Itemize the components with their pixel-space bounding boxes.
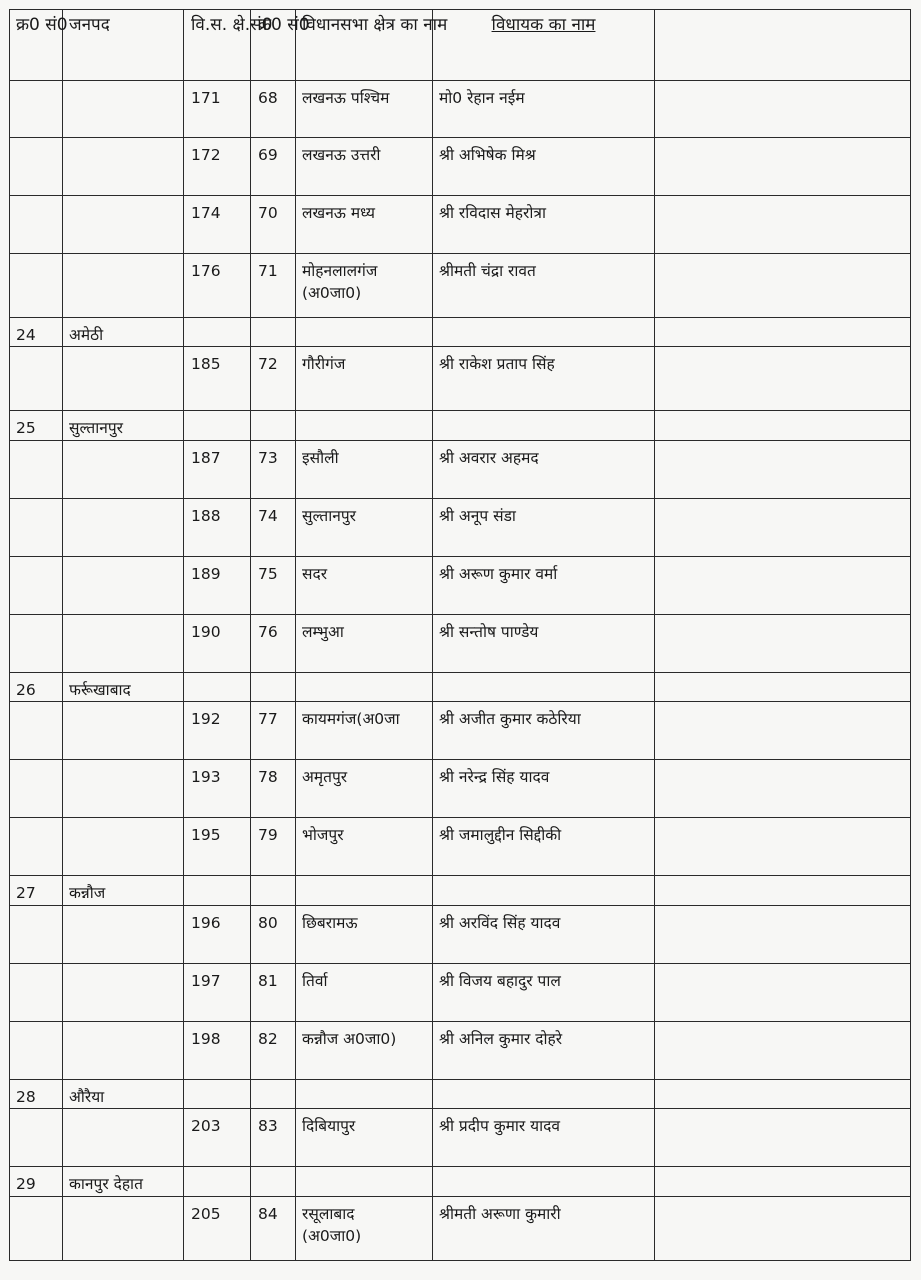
mla-name-cell: श्री अरविंद सिंह यादव bbox=[433, 905, 655, 963]
remarks-cell bbox=[655, 702, 911, 760]
constituency-cell: सुल्तानपुर bbox=[296, 498, 433, 556]
remarks-cell bbox=[655, 614, 911, 672]
serial-no-cell bbox=[251, 411, 296, 440]
district-cell bbox=[63, 702, 184, 760]
serial-cell: 26 bbox=[10, 672, 63, 701]
serial-cell bbox=[10, 1021, 63, 1079]
constituency-cell bbox=[296, 1167, 433, 1196]
serial-cell bbox=[10, 498, 63, 556]
assembly-no-cell: 188 bbox=[184, 498, 251, 556]
serial-cell bbox=[10, 614, 63, 672]
serial-cell bbox=[10, 440, 63, 498]
serial-cell bbox=[10, 138, 63, 196]
serial-no-cell bbox=[251, 876, 296, 905]
mla-name-cell: श्री अरूण कुमार वर्मा bbox=[433, 556, 655, 614]
constituency-cell bbox=[296, 672, 433, 701]
district-cell bbox=[63, 138, 184, 196]
remarks-cell bbox=[655, 1109, 911, 1167]
mla-name-cell bbox=[433, 672, 655, 701]
remarks-cell bbox=[655, 876, 911, 905]
remarks-cell bbox=[655, 556, 911, 614]
mla-name-cell: श्री अनूप संडा bbox=[433, 498, 655, 556]
district-row bbox=[10, 318, 911, 347]
district-cell bbox=[63, 905, 184, 963]
constituency-row bbox=[10, 254, 911, 318]
constituency-cell bbox=[296, 876, 433, 905]
mla-name-cell: श्रीमती अरूणा कुमारी bbox=[433, 1196, 655, 1260]
serial-no-cell: 69 bbox=[251, 138, 296, 196]
district-cell bbox=[63, 1196, 184, 1260]
assembly-no-cell: 195 bbox=[184, 818, 251, 876]
constituency-row bbox=[10, 138, 911, 196]
assembly-no-cell: 174 bbox=[184, 196, 251, 254]
mla-name-cell: मो0 रेहान नईम bbox=[433, 81, 655, 138]
district-row bbox=[10, 1167, 911, 1196]
assembly-no-cell bbox=[184, 411, 251, 440]
serial-cell: 24 bbox=[10, 318, 63, 347]
serial-no-cell: 68 bbox=[251, 81, 296, 138]
assembly-no-cell: 190 bbox=[184, 614, 251, 672]
assembly-no-cell: 198 bbox=[184, 1021, 251, 1079]
district-cell bbox=[63, 614, 184, 672]
district-cell: सुल्तानपुर bbox=[63, 411, 184, 440]
serial-no-cell: 75 bbox=[251, 556, 296, 614]
serial-cell bbox=[10, 81, 63, 138]
constituency-row bbox=[10, 1021, 911, 1079]
mla-name-cell: श्रीमती चंद्रा रावत bbox=[433, 254, 655, 318]
constituency-row bbox=[10, 440, 911, 498]
constituency-cell: रसूलाबाद (अ0जा0) bbox=[296, 1196, 433, 1260]
mla-name-cell: श्री अभिषेक मिश्र bbox=[433, 138, 655, 196]
constituency-cell: छिबरामऊ bbox=[296, 905, 433, 963]
remarks-cell bbox=[655, 347, 911, 411]
assembly-no-cell bbox=[184, 876, 251, 905]
mla-name-cell bbox=[433, 411, 655, 440]
assembly-no-cell: 185 bbox=[184, 347, 251, 411]
mla-name-cell: श्री सन्तोष पाण्डेय bbox=[433, 614, 655, 672]
serial-cell bbox=[10, 818, 63, 876]
district-row bbox=[10, 876, 911, 905]
district-cell bbox=[63, 81, 184, 138]
district-cell bbox=[63, 556, 184, 614]
assembly-no-cell: 171 bbox=[184, 81, 251, 138]
table-body bbox=[10, 10, 911, 1261]
district-cell bbox=[63, 347, 184, 411]
serial-cell bbox=[10, 963, 63, 1021]
mla-name-cell bbox=[433, 876, 655, 905]
serial-no-cell: 79 bbox=[251, 818, 296, 876]
remarks-cell bbox=[655, 1167, 911, 1196]
serial-cell bbox=[10, 1109, 63, 1167]
district-cell bbox=[63, 196, 184, 254]
constituency-row bbox=[10, 1109, 911, 1167]
mla-table bbox=[9, 9, 911, 1261]
serial-no-cell bbox=[251, 318, 296, 347]
serial-cell bbox=[10, 905, 63, 963]
district-cell: कन्नौज bbox=[63, 876, 184, 905]
constituency-cell: लखनऊ उत्तरी bbox=[296, 138, 433, 196]
district-row bbox=[10, 1079, 911, 1108]
district-cell bbox=[63, 254, 184, 318]
serial-cell: 29 bbox=[10, 1167, 63, 1196]
mla-name-cell bbox=[433, 1167, 655, 1196]
assembly-no-cell: 203 bbox=[184, 1109, 251, 1167]
constituency-row bbox=[10, 347, 911, 411]
remarks-cell bbox=[655, 318, 911, 347]
assembly-no-cell: 176 bbox=[184, 254, 251, 318]
district-cell bbox=[63, 1021, 184, 1079]
serial-no-cell: 80 bbox=[251, 905, 296, 963]
constituency-cell bbox=[296, 1079, 433, 1108]
remarks-cell bbox=[655, 138, 911, 196]
header-serial: क्र0 सं0 bbox=[10, 10, 63, 81]
constituency-row bbox=[10, 818, 911, 876]
constituency-row bbox=[10, 1196, 911, 1260]
mla-name-cell bbox=[433, 318, 655, 347]
district-row bbox=[10, 411, 911, 440]
mla-name-cell: श्री अजीत कुमार कठेरिया bbox=[433, 702, 655, 760]
constituency-cell: सदर bbox=[296, 556, 433, 614]
mla-name-cell: श्री अवरार अहमद bbox=[433, 440, 655, 498]
serial-cell bbox=[10, 196, 63, 254]
remarks-cell bbox=[655, 1079, 911, 1108]
remarks-cell bbox=[655, 672, 911, 701]
constituency-cell: तिर्वा bbox=[296, 963, 433, 1021]
serial-no-cell: 84 bbox=[251, 1196, 296, 1260]
remarks-cell bbox=[655, 1196, 911, 1260]
header-mla-name-text: विधायक का नाम bbox=[491, 15, 596, 35]
header-assembly-name: विधानसभा क्षेत्र का नाम bbox=[296, 10, 433, 81]
assembly-no-cell bbox=[184, 1167, 251, 1196]
assembly-no-cell: 192 bbox=[184, 702, 251, 760]
mla-name-cell: श्री रविदास मेहरोत्रा bbox=[433, 196, 655, 254]
mla-name-cell: श्री नरेन्द्र सिंह यादव bbox=[433, 760, 655, 818]
constituency-row bbox=[10, 196, 911, 254]
remarks-cell bbox=[655, 411, 911, 440]
serial-cell bbox=[10, 254, 63, 318]
serial-no-cell: 77 bbox=[251, 702, 296, 760]
header-mla-name bbox=[433, 10, 655, 81]
serial-cell: 28 bbox=[10, 1079, 63, 1108]
remarks-cell bbox=[655, 963, 911, 1021]
remarks-cell bbox=[655, 760, 911, 818]
assembly-no-cell: 193 bbox=[184, 760, 251, 818]
mla-name-cell: श्री अनिल कुमार दोहरे bbox=[433, 1021, 655, 1079]
serial-no-cell: 76 bbox=[251, 614, 296, 672]
serial-cell bbox=[10, 702, 63, 760]
mla-name-cell bbox=[433, 1079, 655, 1108]
district-cell bbox=[63, 498, 184, 556]
remarks-cell bbox=[655, 1021, 911, 1079]
serial-cell bbox=[10, 760, 63, 818]
serial-cell bbox=[10, 1196, 63, 1260]
remarks-cell bbox=[655, 818, 911, 876]
constituency-cell: मोहनलालगंज (अ0जा0) bbox=[296, 254, 433, 318]
constituency-row bbox=[10, 556, 911, 614]
assembly-no-cell bbox=[184, 1079, 251, 1108]
mla-name-cell: श्री प्रदीप कुमार यादव bbox=[433, 1109, 655, 1167]
serial-no-cell: 83 bbox=[251, 1109, 296, 1167]
assembly-no-cell: 172 bbox=[184, 138, 251, 196]
serial-no-cell: 78 bbox=[251, 760, 296, 818]
header-assembly-no: वि.स. क्षे.सं0 bbox=[184, 10, 251, 81]
constituency-cell: कन्नौज अ0जा0) bbox=[296, 1021, 433, 1079]
assembly-no-cell bbox=[184, 672, 251, 701]
district-cell bbox=[63, 760, 184, 818]
constituency-row bbox=[10, 614, 911, 672]
constituency-row bbox=[10, 963, 911, 1021]
district-cell bbox=[63, 1109, 184, 1167]
remarks-cell bbox=[655, 498, 911, 556]
mla-name-cell: श्री जमालुद्दीन सिद्दीकी bbox=[433, 818, 655, 876]
assembly-no-cell: 196 bbox=[184, 905, 251, 963]
district-cell bbox=[63, 440, 184, 498]
serial-cell: 25 bbox=[10, 411, 63, 440]
serial-no-cell: 70 bbox=[251, 196, 296, 254]
district-cell: फर्रूखाबाद bbox=[63, 672, 184, 701]
serial-no-cell bbox=[251, 1167, 296, 1196]
serial-no-cell bbox=[251, 1079, 296, 1108]
mla-name-cell: श्री विजय बहादुर पाल bbox=[433, 963, 655, 1021]
assembly-no-cell bbox=[184, 318, 251, 347]
serial-no-cell: 72 bbox=[251, 347, 296, 411]
assembly-no-cell: 205 bbox=[184, 1196, 251, 1260]
constituency-cell: लखनऊ पश्चिम bbox=[296, 81, 433, 138]
assembly-no-cell: 189 bbox=[184, 556, 251, 614]
remarks-cell bbox=[655, 254, 911, 318]
serial-cell bbox=[10, 347, 63, 411]
header-row bbox=[10, 10, 911, 81]
district-cell: अमेठी bbox=[63, 318, 184, 347]
assembly-no-cell: 187 bbox=[184, 440, 251, 498]
header-remarks bbox=[655, 10, 911, 81]
constituency-cell: इसौली bbox=[296, 440, 433, 498]
constituency-row bbox=[10, 702, 911, 760]
district-cell bbox=[63, 963, 184, 1021]
constituency-cell bbox=[296, 318, 433, 347]
mla-name-cell: श्री राकेश प्रताप सिंह bbox=[433, 347, 655, 411]
serial-no-cell: 73 bbox=[251, 440, 296, 498]
constituency-row bbox=[10, 760, 911, 818]
constituency-cell: लम्भुआ bbox=[296, 614, 433, 672]
district-row bbox=[10, 672, 911, 701]
constituency-cell bbox=[296, 411, 433, 440]
remarks-cell bbox=[655, 196, 911, 254]
serial-no-cell bbox=[251, 672, 296, 701]
remarks-cell bbox=[655, 440, 911, 498]
constituency-cell: गौरीगंज bbox=[296, 347, 433, 411]
constituency-cell: दिबियापुर bbox=[296, 1109, 433, 1167]
remarks-cell bbox=[655, 905, 911, 963]
header-district: जनपद bbox=[63, 10, 184, 81]
constituency-cell: लखनऊ मध्य bbox=[296, 196, 433, 254]
serial-cell bbox=[10, 556, 63, 614]
constituency-cell: भोजपुर bbox=[296, 818, 433, 876]
constituency-row bbox=[10, 498, 911, 556]
remarks-cell bbox=[655, 81, 911, 138]
constituency-cell: अमृतपुर bbox=[296, 760, 433, 818]
district-cell: कानपुर देहात bbox=[63, 1167, 184, 1196]
serial-no-cell: 82 bbox=[251, 1021, 296, 1079]
serial-no-cell: 74 bbox=[251, 498, 296, 556]
constituency-row bbox=[10, 81, 911, 138]
assembly-no-cell: 197 bbox=[184, 963, 251, 1021]
serial-no-cell: 81 bbox=[251, 963, 296, 1021]
header-serial-2: क्र0 सं0 bbox=[251, 10, 296, 81]
serial-no-cell: 71 bbox=[251, 254, 296, 318]
constituency-row bbox=[10, 905, 911, 963]
district-cell bbox=[63, 818, 184, 876]
constituency-cell: कायमगंज(अ0जा bbox=[296, 702, 433, 760]
serial-cell: 27 bbox=[10, 876, 63, 905]
district-cell: औरैया bbox=[63, 1079, 184, 1108]
